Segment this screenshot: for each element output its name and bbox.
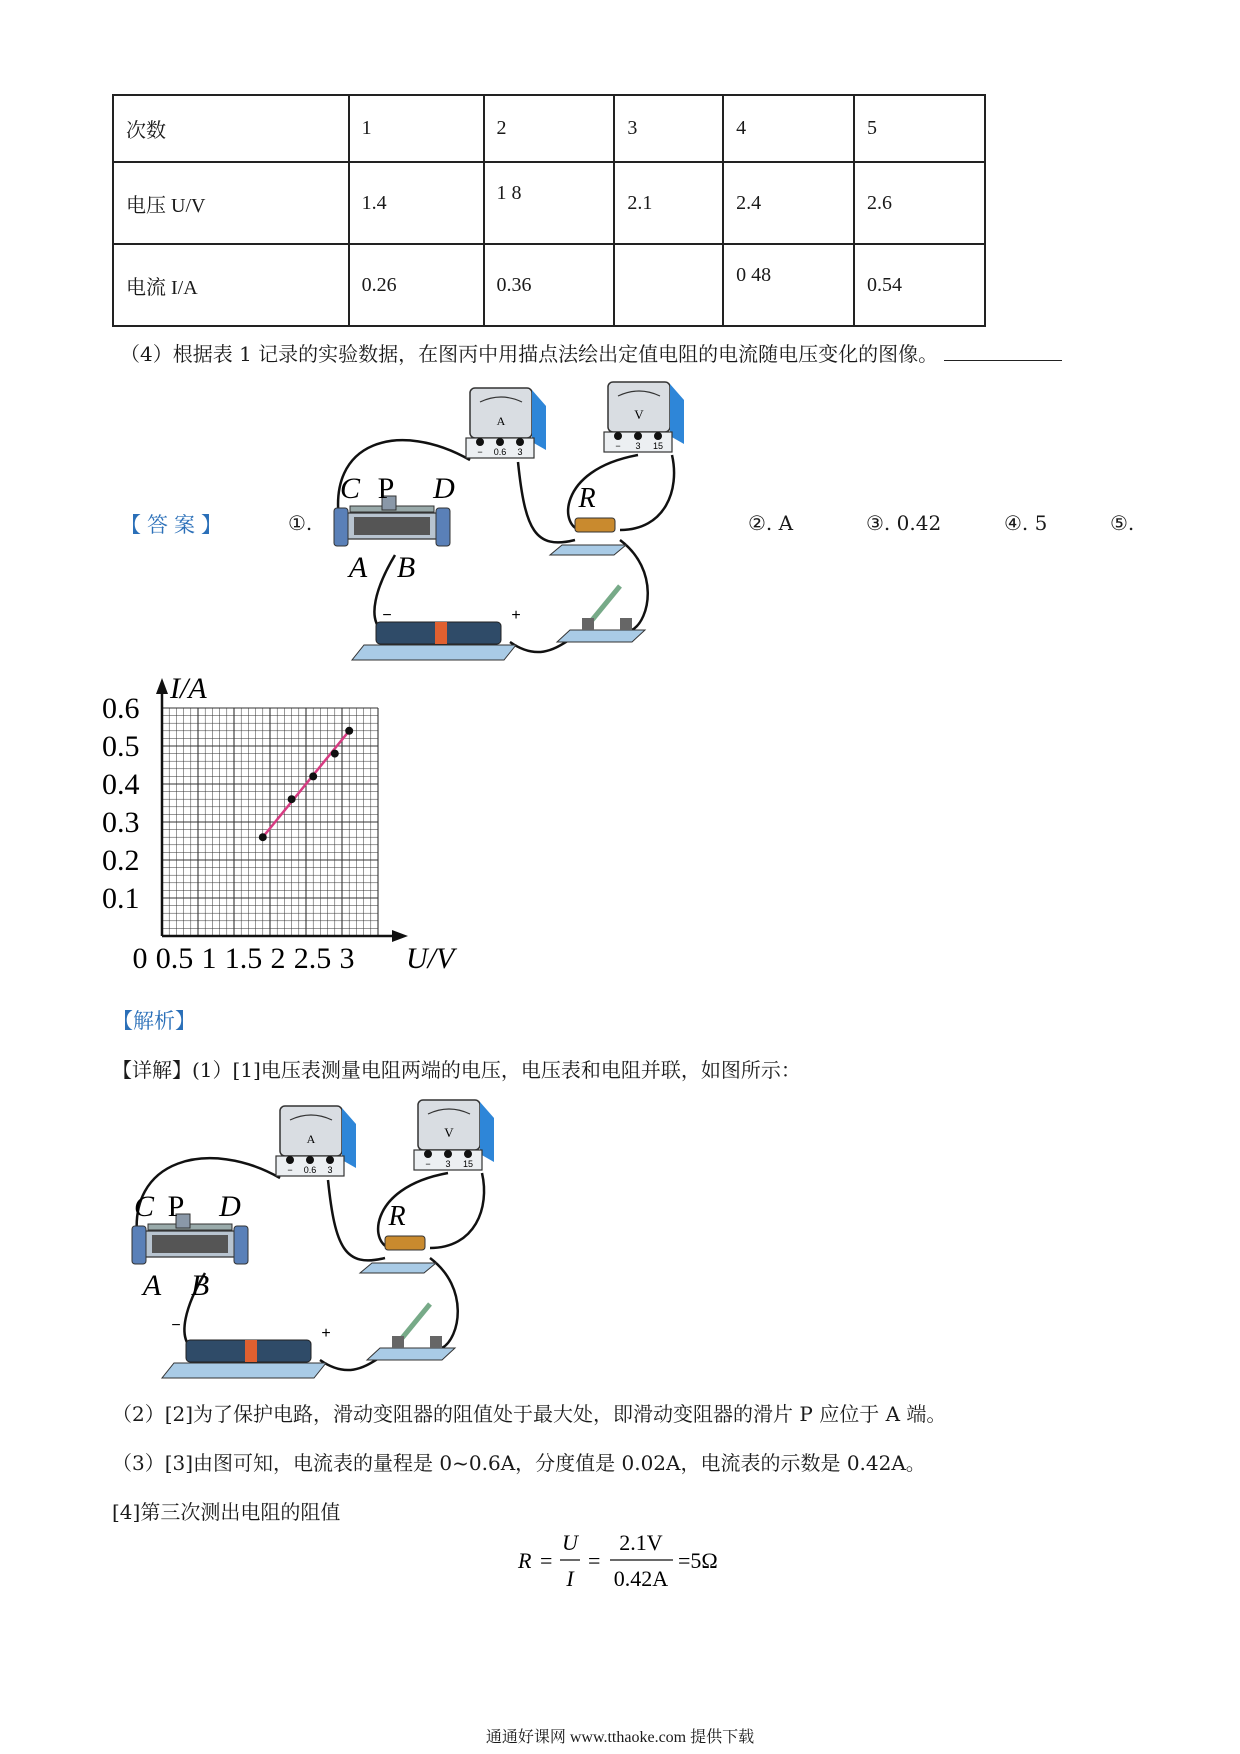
ammeter-terminal: − — [477, 447, 483, 457]
footer: 通通好课网 www.tthaoke.com 提供下载 — [485, 1729, 755, 1746]
y-tick-label: 0.3 — [102, 806, 140, 839]
voltmeter-label: V — [444, 1125, 454, 1140]
ammeter-terminal: 0.6 — [493, 447, 507, 457]
table-row-header — [113, 95, 985, 162]
table-cell — [614, 244, 723, 326]
ammeter-label: A — [306, 1132, 316, 1146]
battery-minus: − — [171, 1317, 181, 1334]
formula-equals: = — [588, 1548, 601, 1573]
x-axis-label: U/V — [406, 942, 455, 975]
chart-axes — [156, 678, 408, 942]
resistance-formula — [510, 1520, 750, 1600]
detail-2: （2）[2]为了保护电路，滑动变阻器的阻值处于最大处，即滑动变阻器的滑片 P 应位于 A 端。 — [112, 1402, 947, 1426]
answer-item-3: ③. 0.42 — [866, 511, 942, 535]
table-cell: 0.36 — [484, 244, 615, 326]
rheostat-label-p: P — [377, 472, 395, 505]
table-cell: 2.4 — [723, 162, 854, 244]
x-tick-label: 2 — [270, 942, 286, 975]
formula-num1: U — [562, 1530, 578, 1555]
table-cell-label: 电流 I/A — [113, 244, 349, 326]
ammeter-terminal: 3 — [327, 1165, 333, 1175]
ammeter-label: A — [496, 414, 506, 428]
rheostat-label-p: P — [167, 1190, 185, 1223]
table-cell: 3 — [614, 95, 723, 162]
detail-4: [4]第三次测出电阻的阻值 — [112, 1500, 341, 1524]
rheostat-label-c: C — [133, 1190, 155, 1223]
rheostat-label-d: D — [433, 472, 455, 505]
y-tick-label: 0.4 — [102, 768, 140, 801]
voltmeter-label: V — [634, 407, 644, 422]
answer-item-4: ④. 5 — [1004, 511, 1048, 535]
table-cell: 4 — [723, 95, 854, 162]
detail-1: 【详解】(1）[1]电压表测量电阻两端的电压，电压表和电阻并联，如图所示： — [112, 1058, 801, 1082]
y-tick-label: 0.6 — [102, 692, 140, 725]
table-cell: 次数 — [113, 95, 349, 162]
cell-value: 1 8 — [496, 181, 522, 204]
voltmeter-terminal: 3 — [635, 441, 641, 451]
battery-plus: + — [511, 607, 521, 624]
question-4 — [120, 338, 1062, 367]
y-tick-label: 0.2 — [102, 844, 140, 877]
data-point — [331, 750, 339, 758]
voltmeter-terminal: 15 — [652, 441, 664, 451]
data-table — [112, 94, 986, 327]
rheostat-label-a: A — [348, 551, 368, 584]
formula-den1: I — [566, 1566, 574, 1591]
answer-item-1: ①. — [288, 511, 313, 535]
table-cell — [723, 244, 854, 326]
x-axis-arrow — [392, 930, 408, 942]
circuit-diagram-answer — [320, 380, 690, 670]
rheostat-label-b: B — [396, 551, 416, 584]
resistor-label: R — [388, 1201, 406, 1232]
table-row-current — [113, 244, 985, 326]
answer-item-5: ⑤. — [1110, 511, 1135, 535]
resistor-label: R — [578, 483, 596, 514]
x-tick-label: 0.5 — [155, 942, 194, 975]
formula-result: =5Ω — [678, 1548, 718, 1573]
voltmeter-terminal: 3 — [445, 1159, 451, 1169]
table-row-voltage — [113, 162, 985, 244]
formula-lhs: R — [518, 1548, 532, 1573]
cell-value: 0 48 — [736, 263, 772, 286]
formula-num2: 2.1V — [619, 1530, 663, 1555]
y-axis-label: I/A — [170, 672, 207, 705]
resistor-icon — [360, 1236, 436, 1273]
formula-equals: = — [540, 1548, 553, 1573]
answer-item-2: ②. A — [748, 511, 794, 535]
answer-label: 【答案】 — [120, 513, 228, 537]
data-point — [309, 772, 317, 780]
answer-blank — [944, 342, 1062, 361]
x-tick-label: 3 — [339, 942, 355, 975]
table-cell: 1.4 — [349, 162, 484, 244]
circuit-diagram-analysis — [115, 1098, 515, 1388]
x-tick-label: 1.5 — [224, 942, 263, 975]
x-tick-label: 1 — [201, 942, 217, 975]
voltmeter-terminal: − — [615, 441, 621, 451]
table-cell: 2.1 — [614, 162, 723, 244]
y-axis-arrow — [156, 678, 168, 694]
switch-icon — [367, 1304, 455, 1360]
voltmeter-terminal: 15 — [462, 1159, 474, 1169]
x-tick-label: 2.5 — [293, 942, 332, 975]
table-cell: 0.26 — [349, 244, 484, 326]
formula-den2: 0.42A — [613, 1566, 669, 1591]
battery-plus: + — [321, 1325, 331, 1342]
rheostat-label-a: A — [142, 1269, 162, 1302]
detail-3: （3）[3]由图可知，电流表的量程是 0~0.6A，分度值是 0.02A，电流表的示数是 0.42A。 — [112, 1451, 926, 1475]
ammeter-terminal: 0.6 — [303, 1165, 317, 1175]
table-cell — [484, 162, 615, 244]
table-cell: 2 — [484, 95, 615, 162]
battery-icon — [352, 622, 516, 660]
battery-icon — [162, 1340, 326, 1378]
table-cell: 0.54 — [854, 244, 985, 326]
battery-minus: − — [382, 607, 392, 624]
table-cell: 5 — [854, 95, 985, 162]
x-axis-ticks — [133, 942, 355, 975]
ammeter-terminal: 3 — [517, 447, 523, 457]
data-point — [345, 727, 353, 735]
analysis-label: 【解析】 — [112, 1009, 196, 1033]
data-point — [259, 833, 267, 841]
y-axis-ticks — [102, 692, 140, 915]
rheostat-label-b: B — [190, 1269, 210, 1302]
table-cell: 1 — [349, 95, 484, 162]
question-4-text: （4）根据表 1 记录的实验数据，在图丙中用描点法绘出定值电阻的电流随电压变化的图像。 — [120, 342, 939, 366]
iu-chart — [100, 668, 480, 988]
chart-grid — [162, 708, 378, 936]
table-cell: 2.6 — [854, 162, 985, 244]
y-tick-label: 0.1 — [102, 882, 140, 915]
rheostat-label-d: D — [219, 1190, 241, 1223]
ammeter-terminal: − — [287, 1165, 293, 1175]
rheostat-label-c: C — [339, 472, 361, 505]
x-tick-label: 0 — [132, 942, 148, 975]
voltmeter-terminal: − — [425, 1159, 431, 1169]
y-tick-label: 0.5 — [102, 730, 140, 763]
resistor-icon — [550, 518, 626, 555]
data-point — [288, 795, 296, 803]
table-cell-label: 电压 U/V — [113, 162, 349, 244]
switch-icon — [557, 586, 645, 642]
